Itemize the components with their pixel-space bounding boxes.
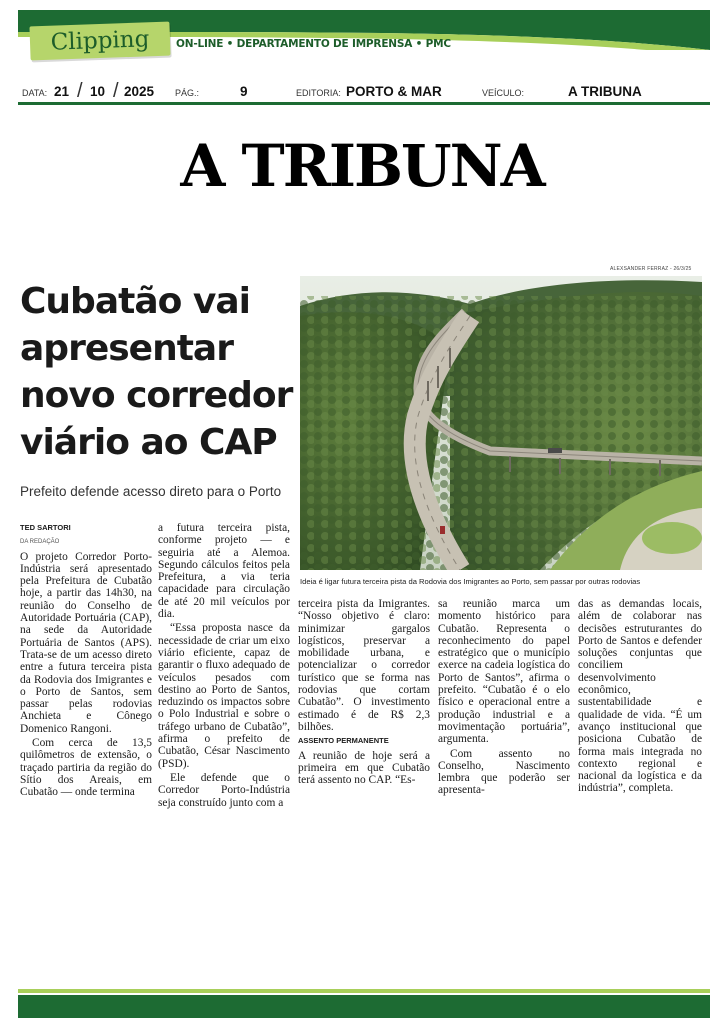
clipping-badge-text: Clipping <box>50 26 150 56</box>
newspaper-masthead: A TRIBUNA <box>180 132 544 200</box>
meta-row <box>22 80 710 100</box>
aerial-highway-image <box>300 276 702 570</box>
article-column-2 <box>158 522 290 811</box>
article-column-5 <box>578 598 702 797</box>
date-slash: / <box>113 80 119 102</box>
paragraph: Com assento no Conselho, Nascimento lembra que poderão ser apresenta- <box>438 747 570 797</box>
date-year: 2025 <box>124 84 155 99</box>
article-subhead: Prefeito defende acesso direto para o Porto <box>20 484 282 499</box>
photo-caption: Ideia é ligar futura terceira pista da Rodovia dos Imigrantes ao Porto, sem passar por outras rodovias <box>300 577 641 586</box>
photo-credit: ALEXSANDER FERRAZ - 26/3/25 <box>610 266 692 272</box>
byline: TED SARTORI <box>20 523 71 532</box>
article-headline: Cubatão vai apresentar novo corredor viário ao CAP <box>20 281 293 463</box>
clipping-badge <box>29 22 170 61</box>
article-column-4 <box>438 598 570 799</box>
meta-rule <box>18 102 710 105</box>
paragraph: O projeto Corredor Porto-Indústria será apresentado pela Prefeitura de Cubatão hoje, a partir das 14h30, na reunião do Conselho de Autoridade Portuária (CAP), na sede da Autoridade Portuária de Santos (APS). Trata-se de um acesso direto entre a futura terceira pista da Rodovia dos Imigrantes e o Porto de Santos, sem passar pelas rodovias Anchieta e Cônego Domenico Rangoni. <box>20 550 152 735</box>
paragraph: das as demandas locais, além de colaborar nas decisões estruturantes do Porto de Santos e defender soluções conjuntas que conciliem desenvolvimento econômico, sustentabilidade e qualidade de vida. “É um avanço institucional que posiciona Cubatão de forma mais integrada no contexto regional e nacional da logística e da indústria”, completa. <box>578 598 702 795</box>
paragraph: A reunião de hoje será a primeira em que Cubatão terá assento no CAP. “Es- <box>298 749 430 787</box>
paragraph: Ele defende que o Corredor Porto-Indústria seja construído junto com a <box>158 771 290 809</box>
paragraph: a futura terceira pista, conforme projeto — e seguiria até a Alemoa. Segundo cálculos feitos pela Prefeitura, a via teria capacidade para circulação de até 20 mil veículos por dia. <box>158 522 290 621</box>
editoria-value: PORTO & MAR <box>346 84 442 99</box>
byline-sub: DA REDAÇÃO <box>20 539 60 546</box>
page-number: 9 <box>240 84 248 99</box>
article-column-3 <box>298 598 430 788</box>
date-day: 21 <box>54 84 70 99</box>
date-label: DATA: <box>22 88 48 98</box>
department-line: ON-LINE • DEPARTAMENTO DE IMPRENSA • PMC <box>176 38 451 50</box>
date-month: 10 <box>90 84 106 99</box>
page-label: PÁG.: <box>175 88 200 98</box>
article-photo <box>300 276 702 570</box>
footer-band <box>18 995 710 1018</box>
veiculo-value: A TRIBUNA <box>568 84 642 99</box>
date-slash: / <box>77 80 83 102</box>
paragraph: sa reunião marca um momento histórico para Cubatão. Representa o reconhecimento do papel estratégico que o município exerce na cadeia logística do Porto de Santos”, afirma o prefeito. “Cubatão é o elo físico e operacional entre a produção industrial e a movimentação portuária”, argumenta. <box>438 598 570 746</box>
paragraph: “Essa proposta nasce da necessidade de criar um eixo viário eficiente, capaz de garantir o fluxo adequado de veículos pesados com destino ao Porto de Santos, reduzindo os impactos sobre o Polo Industrial e sobre o tráfego urbano de Cubatão”, afirma o prefeito de Cubatão, César Nascimento (PSD). <box>158 622 290 770</box>
article-column-1 <box>20 522 152 801</box>
paragraph: terceira pista da Imigrantes. “Nosso objetivo é claro: minimizar gargalos logísticos, preservar a mobilidade urbana, e potencializar o corredor turístico que se forma nas rodovias que cortam Cubatão”. O investimento estimado é de R$ 2,3 bilhões. <box>298 598 430 733</box>
veiculo-label: VEÍCULO: <box>482 88 525 98</box>
footer-accent-line <box>18 989 710 993</box>
paragraph: Com cerca de 13,5 quilômetros de extensão, o traçado partiria da região do Sítio dos Areais, em Cubatão — onde termina <box>20 737 152 799</box>
section-heading: ASSENTO PERMANENTE <box>298 736 389 746</box>
editoria-label: EDITORIA: <box>296 88 341 98</box>
